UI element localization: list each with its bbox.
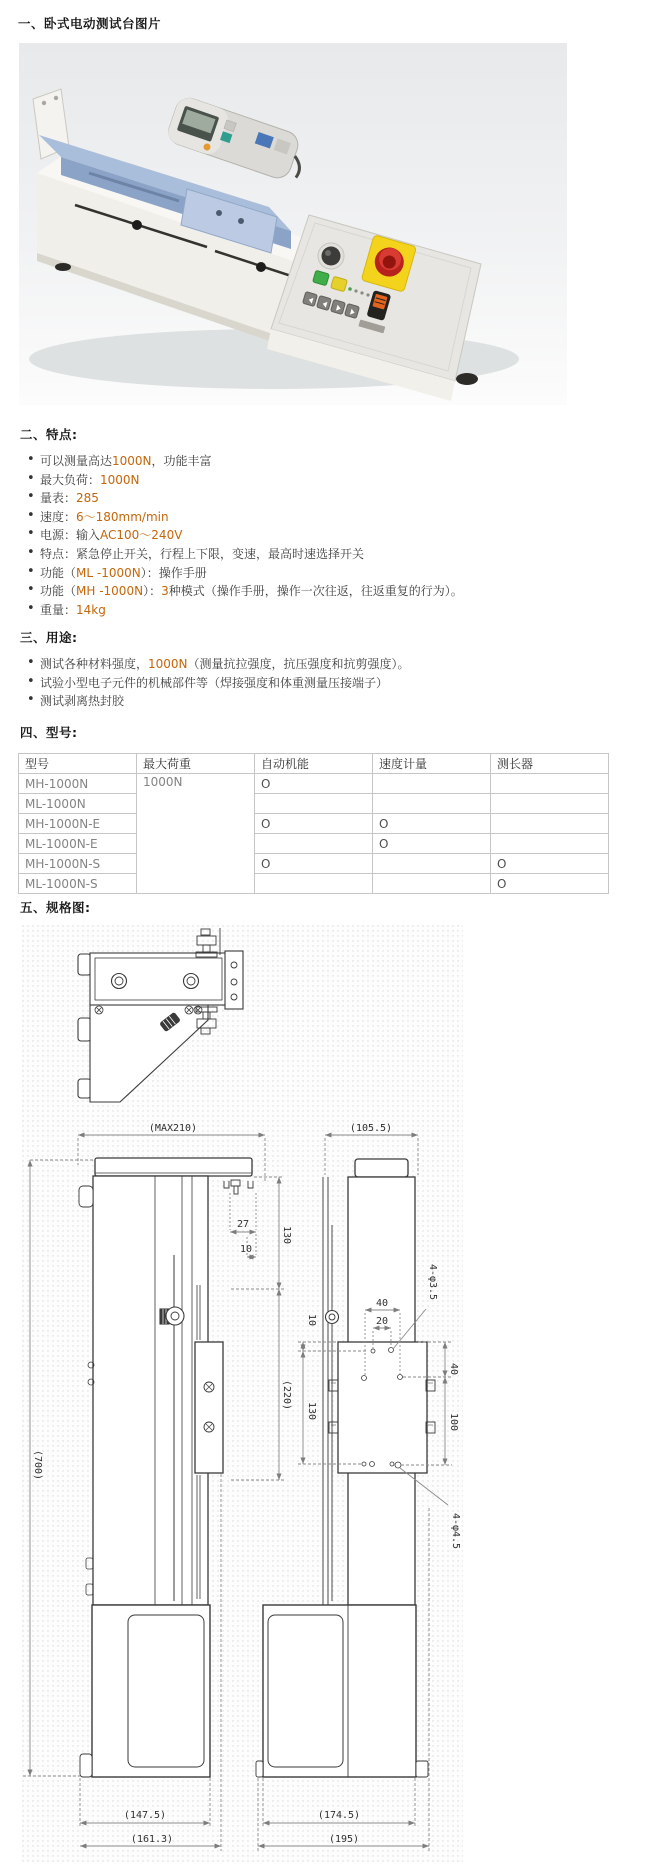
feature-item-1 (0, 474, 463, 487)
table-row (19, 794, 609, 814)
feature-text: 量表： (40, 491, 77, 506)
feature-value: AC100～240V (100, 528, 183, 543)
feature-item-8 (0, 604, 463, 617)
length-mark (491, 834, 609, 854)
dim-40-right: 40 (448, 1362, 459, 1376)
feature-value: ML -1000N (76, 565, 141, 580)
use-item-0 (0, 658, 410, 671)
dim-1475: (147.5) (123, 1810, 167, 1821)
feature-text: ）：操作手册 (140, 565, 207, 580)
auto-mark: O (255, 774, 373, 794)
feature-text: 功能（ (40, 565, 77, 580)
speed-mark (373, 794, 491, 814)
feature-item-7 (0, 585, 463, 598)
model-table-header-2: 自动机能 (255, 754, 373, 774)
feature-text: 电源：输入 (40, 528, 101, 543)
use-text: （测量抗拉强度，抗压强度和抗剪强度）。 (187, 657, 410, 671)
use-text: 测试剥离热封胶 (40, 694, 125, 709)
use-text: 试验小型电子元件的机械部件等（焊接强度和体重测量压接端子） (40, 675, 389, 690)
feature-value: 6～180mm/min (76, 509, 169, 524)
speed-mark (373, 874, 491, 894)
model-name: ML-1000N-S (19, 874, 137, 894)
model-table-header-row (19, 754, 609, 774)
use-item-1 (0, 677, 410, 690)
foot-left (80, 1754, 92, 1777)
feature-value: 14kg (76, 602, 106, 617)
auto-mark (255, 794, 373, 814)
length-mark (491, 814, 609, 834)
auto-mark: O (255, 854, 373, 874)
feature-value: 1000N (100, 472, 140, 487)
dim-130-right: 130 (306, 1401, 317, 1421)
feature-text: 重量： (40, 602, 77, 617)
table-row (19, 854, 609, 874)
feature-item-0 (0, 455, 463, 468)
speed-mark: O (373, 834, 491, 854)
dim-max210: (MAX210) (148, 1123, 198, 1134)
dim-40: 40 (375, 1298, 389, 1309)
uses-list (0, 658, 410, 714)
feature-text: 速度： (40, 509, 77, 524)
feature-value: 285 (76, 491, 99, 506)
features-list (0, 455, 463, 622)
use-text: 测试各种材料强度， (40, 657, 149, 671)
feature-item-2 (0, 492, 463, 505)
dim-1745: (174.5) (317, 1810, 361, 1821)
section3-title: 三、用途: (20, 630, 78, 645)
product-photo (19, 43, 567, 405)
model-name: MH-1000N-E (19, 814, 137, 834)
feature-item-3 (0, 511, 463, 524)
spec-drawing (22, 925, 463, 1862)
dim-195: (195) (328, 1834, 360, 1845)
feature-value: 1000N (112, 454, 152, 468)
dim-27: 27 (236, 1219, 250, 1230)
product-photo-illustration (19, 43, 567, 405)
use-item-2 (0, 695, 410, 708)
feature-text: 最大负荷： (40, 472, 101, 487)
dim-10-right: 10 (306, 1313, 317, 1327)
feature-text: ，功能丰富 (151, 454, 212, 468)
max-load-value: 1000N (137, 774, 255, 894)
model-table-header-3: 速度计量 (373, 754, 491, 774)
table-row (19, 774, 609, 794)
model-table-header-0: 型号 (19, 754, 137, 774)
feature-value: MH -1000N (76, 584, 144, 599)
model-table-header-1: 最大荷重 (137, 754, 255, 774)
feature-text: ）： (143, 584, 162, 599)
feature-text: 种模式（操作手册，操作一次往返，往返重复的行为）。 (168, 584, 463, 599)
speed-mark (373, 854, 491, 874)
base-box-left (92, 1605, 210, 1777)
spec-drawing-svg (22, 925, 463, 1862)
model-name: ML-1000N (19, 794, 137, 814)
section4-title: 四、型号: (20, 725, 78, 740)
auto-mark (255, 874, 373, 894)
section5-title: 五、规格图: (20, 900, 91, 915)
feature-item-5 (0, 548, 463, 561)
model-table (18, 753, 609, 894)
dim-100: 100 (448, 1412, 459, 1432)
slider-plate-side (195, 1342, 223, 1473)
dim-130-top: 130 (281, 1225, 292, 1245)
dim-phi35: 4-φ3.5 (427, 1263, 438, 1301)
auto-mark (255, 834, 373, 854)
speed-mark: O (373, 814, 491, 834)
length-mark (491, 774, 609, 794)
feature-item-4 (0, 529, 463, 542)
table-row (19, 814, 609, 834)
speed-mark (373, 774, 491, 794)
model-name: ML-1000N-E (19, 834, 137, 854)
mounting-plate (338, 1342, 427, 1473)
length-mark (491, 794, 609, 814)
lead-screw-pulley (160, 1307, 184, 1325)
model-name: MH-1000N (19, 774, 137, 794)
length-mark: O (491, 874, 609, 894)
dim-1613: (161.3) (130, 1834, 174, 1845)
model-name: MH-1000N-S (19, 854, 137, 874)
feature-text: 特点：紧急停止开关，行程上下限，变速，最高时速选择开关 (40, 546, 365, 561)
auto-mark: O (255, 814, 373, 834)
dim-10-top: 10 (239, 1244, 253, 1255)
table-row (19, 874, 609, 894)
dim-20: 20 (375, 1316, 389, 1327)
feature-text: 功能（ (40, 584, 77, 599)
feature-value: 3 (161, 584, 169, 599)
dim-700: (700) (32, 1449, 43, 1481)
knob (318, 243, 344, 269)
dim-220: (220) (281, 1379, 292, 1411)
length-mark: O (491, 854, 609, 874)
section1-title: 一、卧式电动测试台图片 (18, 16, 162, 31)
dim-phi45: 4-φ4.5 (450, 1512, 461, 1550)
dim-1055: (105.5) (349, 1123, 393, 1134)
use-value: 1000N (148, 657, 188, 671)
section2-title: 二、特点: (20, 427, 78, 442)
model-table-header-4: 测长器 (491, 754, 609, 774)
table-row (19, 834, 609, 854)
base-box-right (263, 1605, 416, 1777)
feature-text: 可以测量高达 (40, 454, 113, 468)
feature-item-6 (0, 567, 463, 580)
